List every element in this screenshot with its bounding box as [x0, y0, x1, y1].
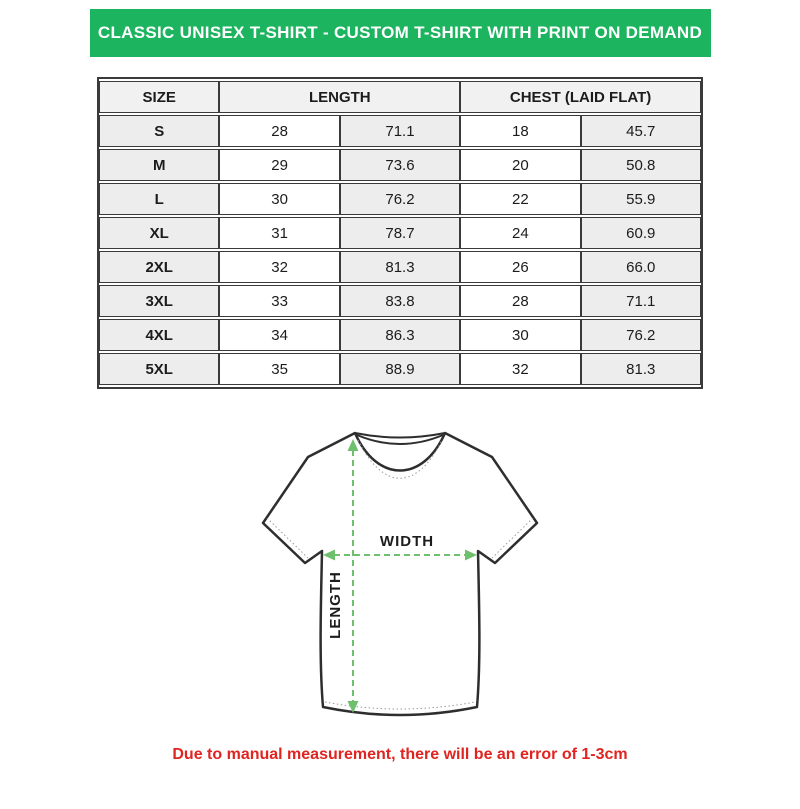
- length-cm-cell: 73.6: [340, 149, 460, 181]
- product-title-banner: [90, 9, 711, 57]
- size-label: M: [99, 149, 219, 181]
- length-label: LENGTH: [327, 571, 344, 639]
- chest-cm-cell: 66.0: [581, 251, 701, 283]
- length-in-cell: 28: [219, 115, 339, 147]
- tshirt-outline-shape: [263, 433, 537, 715]
- table-row: [99, 353, 701, 385]
- chest-in-cell: 26: [460, 251, 580, 283]
- collar-band-top-line: [355, 433, 445, 438]
- table-row: [99, 217, 701, 249]
- size-label: 5XL: [99, 353, 219, 385]
- chest-in-cell: 22: [460, 183, 580, 215]
- size-label: 2XL: [99, 251, 219, 283]
- length-cm-cell: 83.8: [340, 285, 460, 317]
- chest-in-cell: 32: [460, 353, 580, 385]
- chest-cm-cell: 50.8: [581, 149, 701, 181]
- chest-cm-cell: 76.2: [581, 319, 701, 351]
- chest-in-cell: 18: [460, 115, 580, 147]
- length-in-cell: 34: [219, 319, 339, 351]
- chest-cm-cell: 71.1: [581, 285, 701, 317]
- table-row: [99, 285, 701, 317]
- header-length: LENGTH: [219, 81, 460, 113]
- width-label: WIDTH: [379, 533, 435, 550]
- tshirt-diagram: [245, 415, 555, 740]
- chest-cm-cell: 60.9: [581, 217, 701, 249]
- table-row: [99, 149, 701, 181]
- length-cm-cell: 86.3: [340, 319, 460, 351]
- table-row: [99, 115, 701, 147]
- measurement-disclaimer: Due to manual measurement, there will be an error of 1-3cm: [172, 746, 628, 763]
- size-chart-table: [97, 77, 703, 389]
- size-label: 3XL: [99, 285, 219, 317]
- length-cm-cell: 88.9: [340, 353, 460, 385]
- size-label: XL: [99, 217, 219, 249]
- length-in-cell: 32: [219, 251, 339, 283]
- chest-in-cell: 28: [460, 285, 580, 317]
- size-label: 4XL: [99, 319, 219, 351]
- length-cm-cell: 76.2: [340, 183, 460, 215]
- header-size: SIZE: [99, 81, 219, 113]
- chest-cm-cell: 55.9: [581, 183, 701, 215]
- product-title: CLASSIC UNISEX T-SHIRT - CUSTOM T-SHIRT WITH PRINT ON DEMAND: [97, 23, 703, 42]
- length-cm-cell: 81.3: [340, 251, 460, 283]
- chest-in-cell: 20: [460, 149, 580, 181]
- size-label: L: [99, 183, 219, 215]
- table-row: [99, 251, 701, 283]
- chest-in-cell: 24: [460, 217, 580, 249]
- length-in-cell: 31: [219, 217, 339, 249]
- length-cm-cell: 78.7: [340, 217, 460, 249]
- chest-cm-cell: 45.7: [581, 115, 701, 147]
- header-chest: CHEST (LAID FLAT): [460, 81, 701, 113]
- length-in-cell: 33: [219, 285, 339, 317]
- length-in-cell: 29: [219, 149, 339, 181]
- chest-in-cell: 30: [460, 319, 580, 351]
- size-chart: [97, 77, 703, 389]
- header-row: [99, 81, 701, 113]
- size-label: S: [99, 115, 219, 147]
- chest-cm-cell: 81.3: [581, 353, 701, 385]
- length-in-cell: 35: [219, 353, 339, 385]
- length-cm-cell: 71.1: [340, 115, 460, 147]
- table-row: [99, 183, 701, 215]
- length-in-cell: 30: [219, 183, 339, 215]
- table-row: [99, 319, 701, 351]
